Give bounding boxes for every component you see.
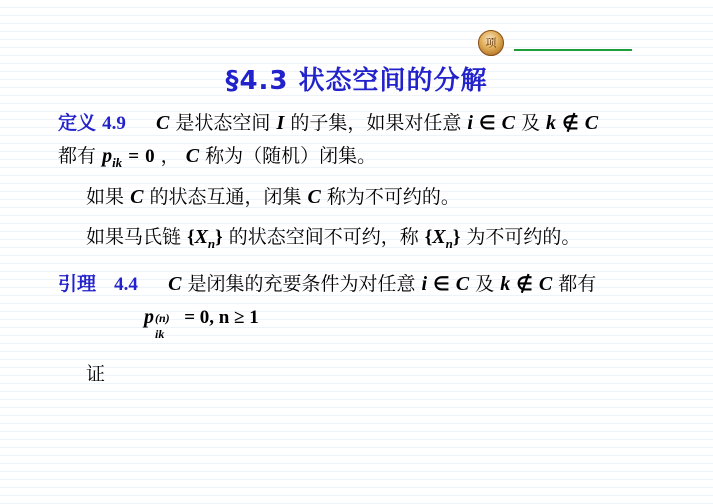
definition-number: 4.9 (102, 113, 126, 134)
definition-keyword: 定义 (58, 112, 97, 134)
remark1-text-2: 的状态互通，闭集 (149, 186, 302, 208)
remark-line-2 (58, 222, 688, 253)
def-symbol-C2: C (501, 112, 515, 134)
def-symbol-k: k (546, 112, 557, 134)
def-text-6: 称为（随机）闭集。 (205, 145, 377, 167)
def-op-eq: = (128, 146, 140, 167)
remark2-symbol-X2-sub: n (445, 235, 453, 251)
remark-line-1 (58, 182, 688, 212)
formula-rest: = 0, n ≥ 1 (184, 307, 259, 328)
def-text-5: ， (160, 145, 180, 167)
lemma-symbol-C3: C (538, 273, 553, 295)
def-symbol-p: p (102, 145, 113, 167)
logo-badge-icon (478, 30, 504, 56)
def-text-4: 都有 (58, 145, 97, 167)
proof-label: 证 (86, 363, 106, 385)
remark2-text-2: 的状态空间不可约，称 (228, 226, 419, 248)
remark2-symbol-X1: X (194, 226, 208, 248)
lemma-text-3: 都有 (558, 273, 597, 295)
course-logo (478, 30, 634, 58)
remark2-brace-close-2: } (452, 227, 461, 248)
def-symbol-p-sub: ik (112, 154, 123, 170)
logo-underline-rule (514, 49, 632, 51)
lemma-formula (58, 302, 688, 341)
def-symbol-C1: C (156, 112, 170, 134)
lemma-op-notin: ∉ (516, 274, 533, 295)
def-text-3: 及 (520, 112, 540, 134)
lemma-symbol-i: i (421, 273, 428, 295)
def-symbol-C3: C (584, 112, 599, 134)
remark2-brace-close-1: } (215, 227, 223, 248)
remark2-text-3: 为不可约的。 (466, 226, 581, 248)
def-op-notin: ∉ (562, 113, 579, 134)
lemma-symbol-k: k (500, 273, 511, 295)
def-value-zero: 0 (145, 146, 155, 167)
def-op-in: ∈ (478, 113, 496, 134)
lemma-number: 4.4 (114, 274, 138, 295)
lemma-keyword: 引理 (58, 273, 97, 295)
lemma-symbol-C2: C (455, 273, 470, 295)
def-symbol-C4: C (185, 145, 200, 167)
logo-badge-glyph: 项 (485, 36, 497, 50)
remark1-symbol-C2: C (307, 186, 321, 208)
remark1-text-3: 称为不可约的。 (326, 186, 460, 208)
remark2-brace-open-2: { (424, 227, 433, 248)
def-symbol-I: I (276, 112, 285, 134)
lemma-text-1: 是闭集的充要条件为对任意 (187, 273, 416, 295)
definition-line-1 (58, 108, 688, 139)
def-text-1: 是状态空间 (175, 112, 271, 134)
def-symbol-i: i (467, 112, 473, 134)
remark2-symbol-X1-sub: n (207, 235, 216, 251)
remark1-text-1: 如果 (86, 186, 125, 208)
lemma-op-in: ∈ (433, 274, 450, 295)
def-text-2: 的子集，如果对任意 (290, 112, 462, 134)
definition-line-2 (58, 141, 688, 172)
lemma-symbol-C1: C (168, 273, 182, 295)
formula-symbol-p: p (144, 306, 154, 328)
slide-title: §4.3 状态空间的分解 (225, 66, 488, 96)
formula-subscript: ik (155, 327, 165, 341)
slide-body (58, 108, 688, 391)
lemma-text-2: 及 (475, 273, 495, 295)
remark2-text-1: 如果马氏链 (86, 226, 182, 248)
remark1-symbol-C1: C (130, 186, 144, 208)
lemma-line-1 (58, 269, 688, 300)
formula-superscript: (n) (155, 311, 170, 325)
remark2-brace-open-1: { (187, 227, 195, 248)
remark2-symbol-X2: X (432, 226, 446, 248)
